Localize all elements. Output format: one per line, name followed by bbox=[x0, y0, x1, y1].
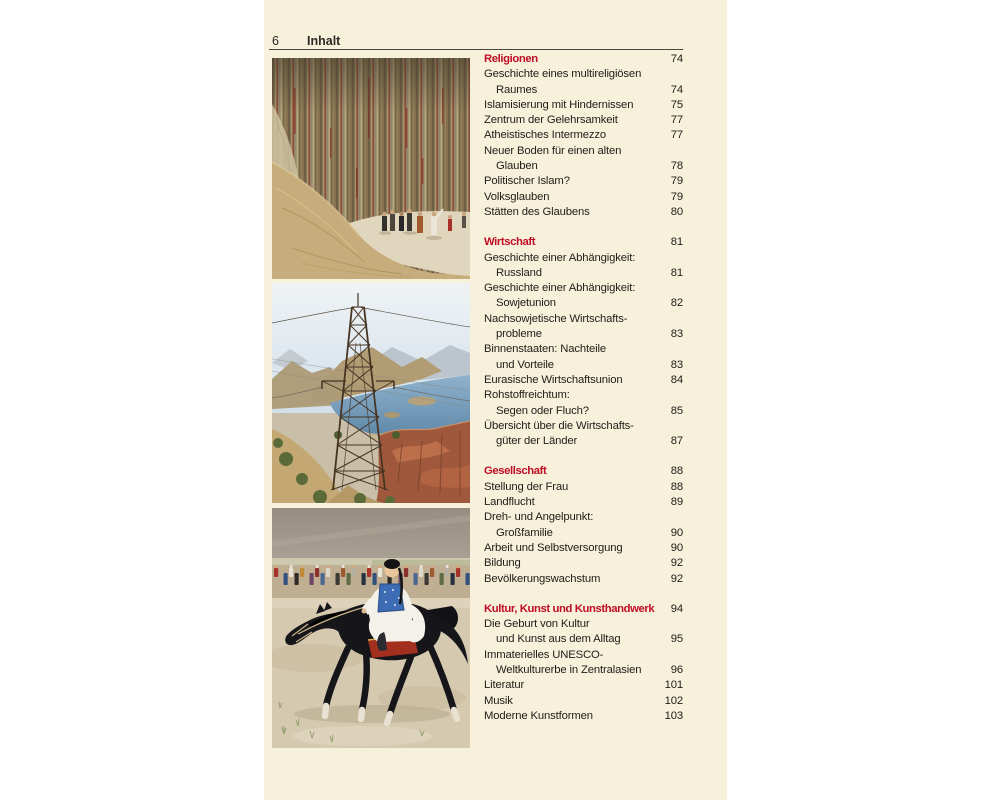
toc-entry-line bbox=[484, 174, 683, 189]
running-head-title: Inhalt bbox=[307, 34, 341, 48]
toc-entry-label: Binnenstaaten: Nachteile bbox=[484, 343, 607, 356]
toc-entry-label: Weltkulturerbe in Zentralasien bbox=[496, 663, 642, 676]
toc-entry-label: Glauben bbox=[496, 160, 538, 173]
toc-entry-label: Geschichte einer Abhängigkeit: bbox=[484, 251, 636, 264]
toc-entry-line bbox=[484, 709, 683, 724]
toc-page-number: 89 bbox=[670, 496, 683, 509]
toc-entry-line bbox=[484, 663, 683, 678]
toc-entry-line bbox=[484, 205, 683, 220]
toc-entry-line bbox=[484, 144, 683, 159]
toc-page-number: 92 bbox=[670, 557, 683, 570]
toc-section-header bbox=[484, 602, 683, 617]
toc-entry-label: Zentrum der Gelehrsamkeit bbox=[484, 114, 618, 127]
toc-page-number: 101 bbox=[664, 679, 683, 692]
toc-page-number: 85 bbox=[670, 404, 683, 417]
toc-section bbox=[484, 235, 683, 449]
toc-page-number: 87 bbox=[670, 435, 683, 448]
toc-entry-line bbox=[484, 510, 683, 525]
toc-entry-label: Stellung der Frau bbox=[484, 480, 569, 493]
toc-entry-line bbox=[484, 526, 683, 541]
toc-section-header bbox=[484, 235, 683, 250]
toc-entry-label: Großfamilie bbox=[496, 526, 553, 539]
toc-page-number: 79 bbox=[670, 175, 683, 188]
toc-page-number: 81 bbox=[670, 266, 683, 279]
toc-entry-label: und Vorteile bbox=[496, 358, 554, 371]
toc-entry-label: Islamisierung mit Hindernissen bbox=[484, 98, 634, 111]
toc-page-number: 79 bbox=[670, 190, 683, 203]
toc-entry-line bbox=[484, 312, 683, 327]
toc-entry-line bbox=[484, 678, 683, 693]
toc-entry-line bbox=[484, 694, 683, 709]
toc-section-header bbox=[484, 464, 683, 479]
toc-section-title: Kultur, Kunst und Kunsthandwerk bbox=[484, 602, 655, 615]
toc-entry-line bbox=[484, 572, 683, 587]
toc-entry-label: Nachsowjetische Wirtschafts- bbox=[484, 312, 628, 325]
toc-page-number: 88 bbox=[670, 480, 683, 493]
toc-entry-label: Literatur bbox=[484, 679, 525, 692]
toc-page-number: 94 bbox=[670, 602, 683, 615]
toc-entry-label: und Kunst aus dem Alltag bbox=[496, 633, 621, 646]
book-toc-page bbox=[264, 0, 727, 800]
toc-entry-label: Immaterielles UNESCO- bbox=[484, 648, 604, 661]
toc-entry-label: Segen oder Fluch? bbox=[496, 404, 589, 417]
toc-entry-line bbox=[484, 128, 683, 143]
toc-entry-line bbox=[484, 404, 683, 419]
toc-entry-line bbox=[484, 632, 683, 647]
toc-page-number: 92 bbox=[670, 572, 683, 585]
toc-section-title: Wirtschaft bbox=[484, 236, 536, 249]
photo-power-tower-lake bbox=[272, 283, 470, 503]
toc-entry-line bbox=[484, 281, 683, 296]
toc-entry-label: Arbeit und Selbstversorgung bbox=[484, 541, 623, 554]
toc-page-number: 82 bbox=[670, 297, 683, 310]
toc-page-number: 96 bbox=[670, 663, 683, 676]
page-number: 6 bbox=[272, 34, 279, 48]
toc-entry-line bbox=[484, 648, 683, 663]
toc-entry-label: Musik bbox=[484, 694, 513, 707]
toc-entry-label: Geschichte eines multireligiösen bbox=[484, 68, 642, 81]
toc-entry-label: Stätten des Glaubens bbox=[484, 205, 590, 218]
toc-entry-line bbox=[484, 296, 683, 311]
toc-page-number: 95 bbox=[670, 633, 683, 646]
toc-entry-line bbox=[484, 419, 683, 434]
toc-page-number: 84 bbox=[670, 373, 683, 386]
toc-entry-line bbox=[484, 373, 683, 388]
toc-entry-label: Bevölkerungswachstum bbox=[484, 572, 601, 585]
toc-entry-line bbox=[484, 327, 683, 342]
toc-entry-line bbox=[484, 159, 683, 174]
toc-entry-label: Raumes bbox=[496, 83, 538, 96]
toc-entry-label: Moderne Kunstformen bbox=[484, 709, 593, 722]
toc-entry-label: Rohstoffreichtum: bbox=[484, 389, 570, 402]
toc-page-number: 102 bbox=[664, 694, 683, 707]
toc-entry-line bbox=[484, 83, 683, 98]
toc-entry-label: Neuer Boden für einen alten bbox=[484, 144, 622, 157]
toc-entry-line bbox=[484, 541, 683, 556]
toc-entry-label: probleme bbox=[496, 328, 542, 341]
toc-entry-label: Landflucht bbox=[484, 496, 535, 509]
photo-horse-rider bbox=[272, 508, 470, 748]
toc-section-header bbox=[484, 52, 683, 67]
toc-entry-line bbox=[484, 342, 683, 357]
toc-entry-label: Volksglauben bbox=[484, 190, 550, 203]
toc-entry-label: Übersicht über die Wirtschafts- bbox=[484, 419, 634, 432]
header-rule bbox=[269, 49, 683, 50]
toc-entry-label: Die Geburt von Kultur bbox=[484, 618, 590, 631]
toc-page-number: 103 bbox=[664, 709, 683, 722]
toc-entry-label: Bildung bbox=[484, 557, 521, 570]
toc-entry-line bbox=[484, 190, 683, 205]
toc-page-number: 80 bbox=[670, 205, 683, 218]
toc-entry-line bbox=[484, 113, 683, 128]
toc-entry-line bbox=[484, 434, 683, 449]
toc-entry-label: Atheistisches Intermezzo bbox=[484, 129, 606, 142]
toc-entry-label: Russland bbox=[496, 266, 542, 279]
toc-entry-line bbox=[484, 98, 683, 113]
toc-page-number: 81 bbox=[670, 236, 683, 249]
toc-page-number: 83 bbox=[670, 328, 683, 341]
toc-section-title: Religionen bbox=[484, 53, 538, 65]
toc-entry-line bbox=[484, 480, 683, 495]
toc-entry-line bbox=[484, 266, 683, 281]
toc-page-number: 78 bbox=[670, 160, 683, 173]
toc-page-number: 90 bbox=[670, 526, 683, 539]
toc-page-number: 74 bbox=[670, 83, 683, 96]
toc-entry-label: Sowjetunion bbox=[496, 297, 556, 310]
toc-entry-line bbox=[484, 617, 683, 632]
toc-entry-line bbox=[484, 556, 683, 571]
toc-section bbox=[484, 602, 683, 724]
toc-entry-line bbox=[484, 358, 683, 373]
toc-section-title: Gesellschaft bbox=[484, 465, 547, 478]
toc-entry-label: Eurasische Wirtschaftsunion bbox=[484, 373, 623, 386]
toc-entry-label: Geschichte einer Abhängigkeit: bbox=[484, 282, 636, 295]
toc-entry-line bbox=[484, 495, 683, 510]
toc-entry-line bbox=[484, 67, 683, 82]
toc-page-number: 75 bbox=[670, 98, 683, 111]
toc-entry-label: Dreh- und Angelpunkt: bbox=[484, 511, 594, 524]
photo-prayer-ribbon-wall bbox=[272, 58, 470, 279]
toc-entry-line bbox=[484, 388, 683, 403]
toc-page-number: 77 bbox=[670, 129, 683, 142]
toc-entry-label: güter der Länder bbox=[496, 435, 578, 448]
toc-page-number: 77 bbox=[670, 114, 683, 127]
toc-page-number: 88 bbox=[670, 465, 683, 478]
toc-page-number: 90 bbox=[670, 541, 683, 554]
toc-section bbox=[484, 464, 683, 586]
toc-page-number: 74 bbox=[670, 53, 683, 65]
toc-section bbox=[484, 52, 683, 220]
toc-entry-line bbox=[484, 251, 683, 266]
toc-entry-label: Politischer Islam? bbox=[484, 175, 570, 188]
toc-page-number: 83 bbox=[670, 358, 683, 371]
toc bbox=[484, 52, 683, 724]
